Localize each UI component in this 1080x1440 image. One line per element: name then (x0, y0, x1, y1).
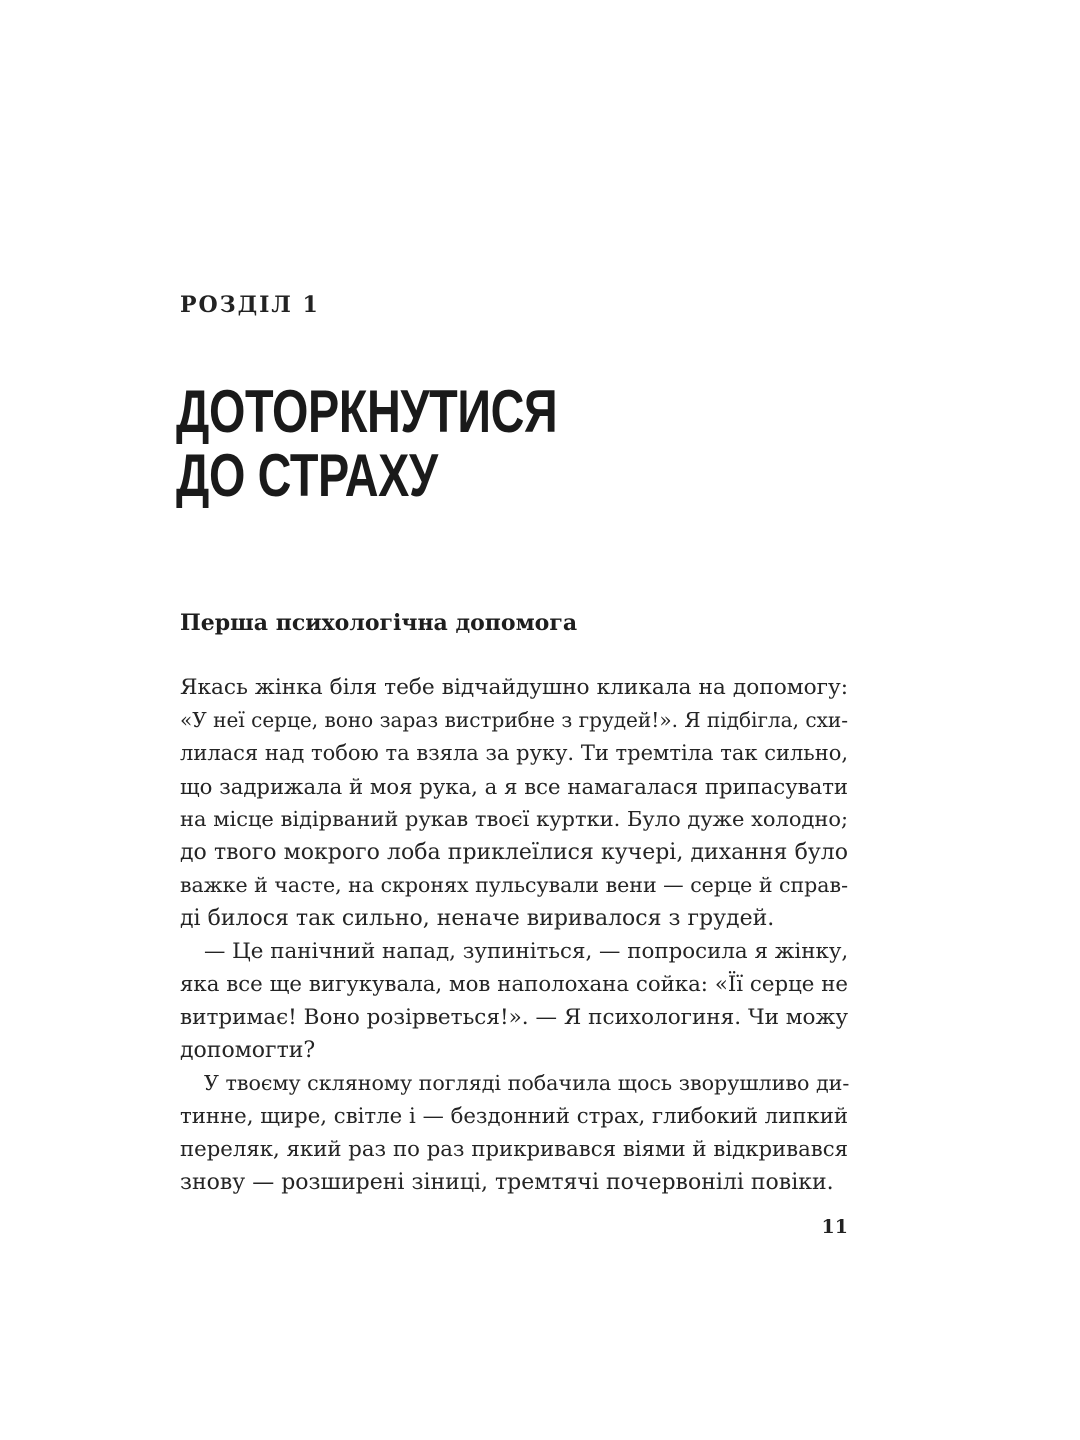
body-line: на місце відірваний рукав твоєї куртки. Було дуже холодно; (180, 807, 848, 831)
body-line: що задрижала й моя рука, а я все намагалася припасувати (180, 774, 848, 799)
body-text (180, 671, 848, 1199)
body-line: знову — розширені зіниці, тремтячі почервонілі повіки. (180, 1170, 834, 1195)
body-line: витримає! Воно розірветься!». — Я психологиня. Чи можу (180, 1005, 848, 1030)
section-heading: Перша психологічна допомога (180, 610, 578, 636)
body-line: лилася над тобою та взяла за руку. Ти тремтіла так сильно, (180, 741, 848, 765)
body-line: важке й часте, на скронях пульсували вени — серце й справ- (180, 873, 849, 897)
body-line: яка все ще вигукувала, мов наполохана сойка: «Її серце не (180, 972, 848, 997)
body-line: до твого мокрого лоба приклеїлися кучері, дихання було (180, 840, 848, 865)
body-line: допомогти? (180, 1038, 316, 1063)
chapter-title-line: ДОТОРКНУТИСЯ (176, 378, 558, 445)
chapter-title-line: ДО СТРАХУ (176, 442, 438, 509)
chapter-label: РОЗДІЛ 1 (180, 292, 320, 318)
body-line: переляк, який раз по раз прикривався віями й відкривався (180, 1137, 848, 1162)
body-line: — Це панічний напад, зупиніться, — попросила я жінку, (204, 939, 849, 964)
body-line: «У неї серце, воно зараз вистрибне з грудей!». Я підбігла, схи- (180, 708, 848, 732)
body-line: тинне, щире, світле і — бездонний страх, глибокий липкий (180, 1104, 848, 1129)
body-line: ді билося так сильно, неначе виривалося з грудей. (180, 906, 775, 931)
body-line: Якась жінка біля тебе відчайдушно кликала на допомогу: (180, 675, 848, 700)
page-number: 11 (821, 1216, 848, 1238)
body-line: У твоєму скляному погляді побачила щось зворушливо ди- (204, 1071, 850, 1095)
chapter-title (176, 380, 557, 508)
